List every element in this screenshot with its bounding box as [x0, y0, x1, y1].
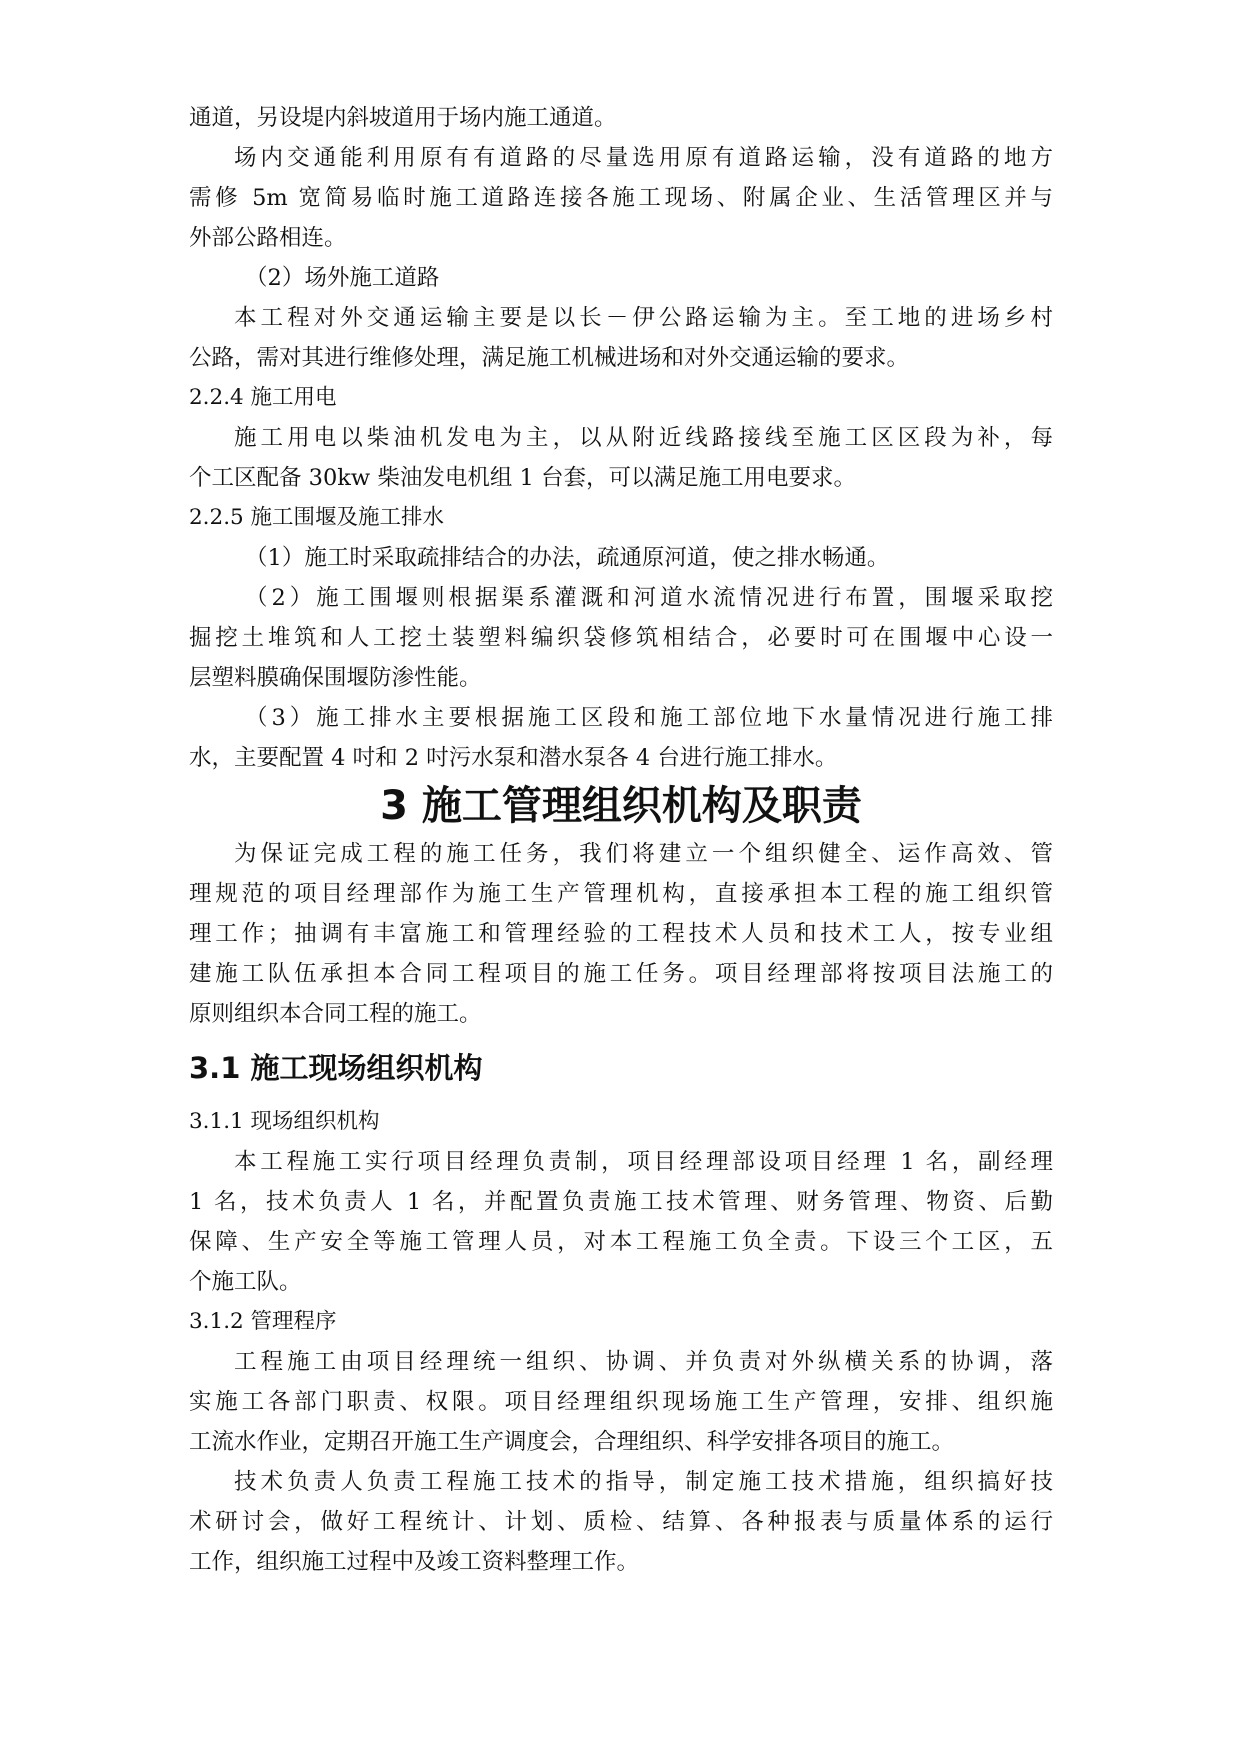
paragraph-line: 技术负责人负责工程施工技术的指导，制定施工技术措施，组织搞好技 [234, 1469, 1053, 1495]
paragraph-line: 本工程施工实行项目经理负责制，项目经理部设项目经理 1 名，副经理 [234, 1149, 1053, 1175]
paragraph-line: 水，主要配置 4 吋和 2 吋污水泵和潜水泵各 4 台进行施工排水。 [189, 745, 838, 771]
paragraph-drainage [189, 698, 1053, 778]
paragraph-internal-roads [189, 138, 1053, 258]
paragraph-line: 个工区配备 30kw 柴油发电机组 1 台套，可以满足施工用电要求。 [189, 465, 856, 491]
paragraph-line: 为保证完成工程的施工任务，我们将建立一个组织健全、运作高效、管 [234, 841, 1053, 867]
paragraph-technical-lead [189, 1462, 1053, 1582]
paragraph-line: 掘挖土堆筑和人工挖土装塑料编织袋修筑相结合，必要时可在围堰中心设一 [189, 625, 1053, 651]
paragraph-management-procedure [189, 1342, 1053, 1462]
paragraph-line: 保障、生产安全等施工管理人员，对本工程施工负全责。下设三个工区，五 [189, 1229, 1053, 1255]
paragraph-line: 理规范的项目经理部作为施工生产管理机构，直接承担本工程的施工组织管 [189, 881, 1053, 907]
section-heading-2-2-5: 2.2.5 施工围堰及施工排水 [189, 505, 445, 530]
paragraph-line: 施工用电以柴油机发电为主，以从附近线路接线至施工区区段为补，每 [234, 425, 1053, 451]
paragraph-line: （3）施工排水主要根据施工区段和施工部位地下水量情况进行施工排 [245, 705, 1053, 731]
paragraph-line: 工作，组织施工过程中及竣工资料整理工作。 [189, 1549, 640, 1575]
paragraph-line: 工程施工由项目经理统一组织、协调、并负责对外纵横关系的协调，落 [234, 1349, 1053, 1375]
chapter-title: 3 施工管理组织机构及职责 [380, 783, 862, 829]
paragraph-line: 原则组织本合同工程的施工。 [189, 1001, 482, 1027]
section-heading-2-2-4: 2.2.4 施工用电 [189, 385, 337, 410]
paragraph-line: 1 名，技术负责人 1 名，并配置负责施工技术管理、财务管理、物资、后勤 [189, 1189, 1053, 1215]
paragraph-line: 通道，另设堤内斜坡道用于场内施工通道。 [189, 105, 617, 131]
paragraph-external-transport [189, 298, 1053, 378]
paragraph-line: 层塑料膜确保围堰防渗性能。 [189, 665, 482, 691]
paragraph-power [189, 418, 1053, 498]
paragraph-line: 实施工各部门职责、权限。项目经理组织现场施工生产管理，安排、组织施 [189, 1389, 1053, 1415]
paragraph-line: （2）施工围堰则根据渠系灌溉和河道水流情况进行布置，围堰采取挖 [245, 585, 1053, 611]
paragraph-line: 个施工队。 [189, 1269, 302, 1295]
paragraph-line: 需修 5m 宽简易临时施工道路连接各施工现场、附属企业、生活管理区并与 [189, 185, 1053, 211]
paragraph-site-organization [189, 1142, 1053, 1302]
paragraph-line: （1）施工时采取疏排结合的办法，疏通原河道，使之排水畅通。 [245, 545, 890, 571]
paragraph-line: 场内交通能利用原有有道路的尽量选用原有道路运输，没有道路的地方 [234, 145, 1053, 171]
section-title-3-1: 3.1 施工现场组织机构 [189, 1051, 483, 1085]
paragraph-line: 建施工队伍承担本合同工程项目的施工任务。项目经理部将按项目法施工的 [189, 961, 1053, 987]
paragraph-line: 本工程对外交通运输主要是以长－伊公路运输为主。至工地的进场乡村 [234, 305, 1053, 331]
paragraph-line: 理工作；抽调有丰富施工和管理经验的工程技术人员和技术工人，按专业组 [189, 921, 1053, 947]
paragraph-line: 工流水作业，定期召开施工生产调度会，合理组织、科学安排各项目的施工。 [189, 1429, 955, 1455]
section-heading-3-1-1: 3.1.1 现场组织机构 [189, 1109, 380, 1134]
paragraph-line: 术研讨会，做好工程统计、计划、质检、结算、各种报表与质量体系的运行 [189, 1509, 1053, 1535]
paragraph-cofferdam [189, 578, 1053, 698]
subheading-external-roads: （2）场外施工道路 [245, 265, 440, 291]
paragraph-line: 公路，需对其进行维修处理，满足施工机械进场和对外交通运输的要求。 [189, 345, 910, 371]
section-heading-3-1-2: 3.1.2 管理程序 [189, 1309, 337, 1334]
paragraph-chapter-intro [189, 834, 1053, 1034]
paragraph-line: 外部公路相连。 [189, 225, 347, 251]
